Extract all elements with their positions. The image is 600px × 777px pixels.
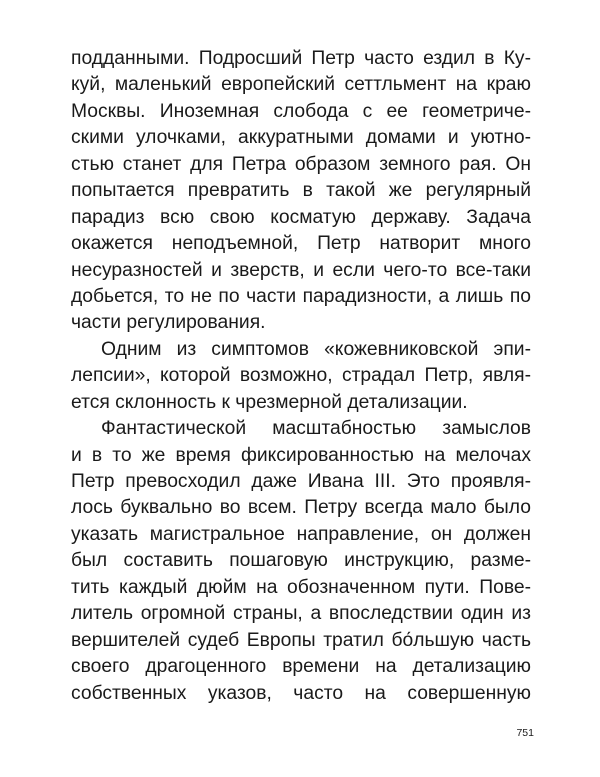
text-line: лепсии», которой возможно, страдал Петр, явля-: [71, 365, 531, 387]
text-line: попытается превратить в такой же регулярный: [71, 180, 531, 202]
text-line: Москвы. Иноземная слобода с ее геометриче-: [71, 100, 531, 122]
text-line: своего драгоценного времени на детализацию: [71, 656, 531, 678]
text-line: подданными. Подросший Петр часто ездил в Ку-: [71, 48, 531, 69]
text-line: и в то же время фиксированностью на мелочах: [71, 444, 531, 466]
text-line: стью станет для Петра образом земного рая. Он: [71, 153, 531, 175]
page-number: 751: [516, 727, 534, 739]
text-line: тить каждый дюйм на обозначенном пути. Пове-: [71, 576, 531, 598]
body-text: [71, 46, 531, 707]
text-line: указать магистральное направление, он должен: [71, 523, 531, 545]
text-line: Одним из симптомов «кожевниковской эпи-: [101, 338, 531, 360]
text-line: собственных указов, часто на совершенную: [71, 682, 531, 704]
text-line: Петр превосходил даже Ивана III. Это проявля-: [71, 471, 531, 492]
text-line: добьется, то не по части парадизности, а лишь по: [71, 285, 531, 307]
text-line: скими улочками, аккуратными домами и уютно-: [71, 127, 531, 149]
text-line: был составить пошаговую инструкцию, разме-: [71, 550, 531, 572]
text-line: несуразностей и зверств, и если чего-то все-таки: [71, 259, 531, 281]
text-line: ется склонность к чрезмерной детализации.: [71, 391, 468, 413]
text-line: парадиз всю свою косматую державу. Задача: [71, 206, 531, 228]
text-line: Фантастической масштабностью замыслов: [101, 418, 531, 440]
text-line: куй, маленький европейский сеттльмент на краю: [71, 74, 531, 96]
text-line: литель огромной страны, а впоследствии один из: [71, 603, 531, 625]
text-line: лось буквально во всем. Петру всегда мало было: [71, 497, 531, 519]
text-line: вершителей судеб Европы тратил бо́льшую часть: [71, 629, 531, 651]
text-line: части регулирования.: [71, 312, 266, 334]
text-line: окажется неподъемной, Петр натворит много: [71, 233, 531, 255]
